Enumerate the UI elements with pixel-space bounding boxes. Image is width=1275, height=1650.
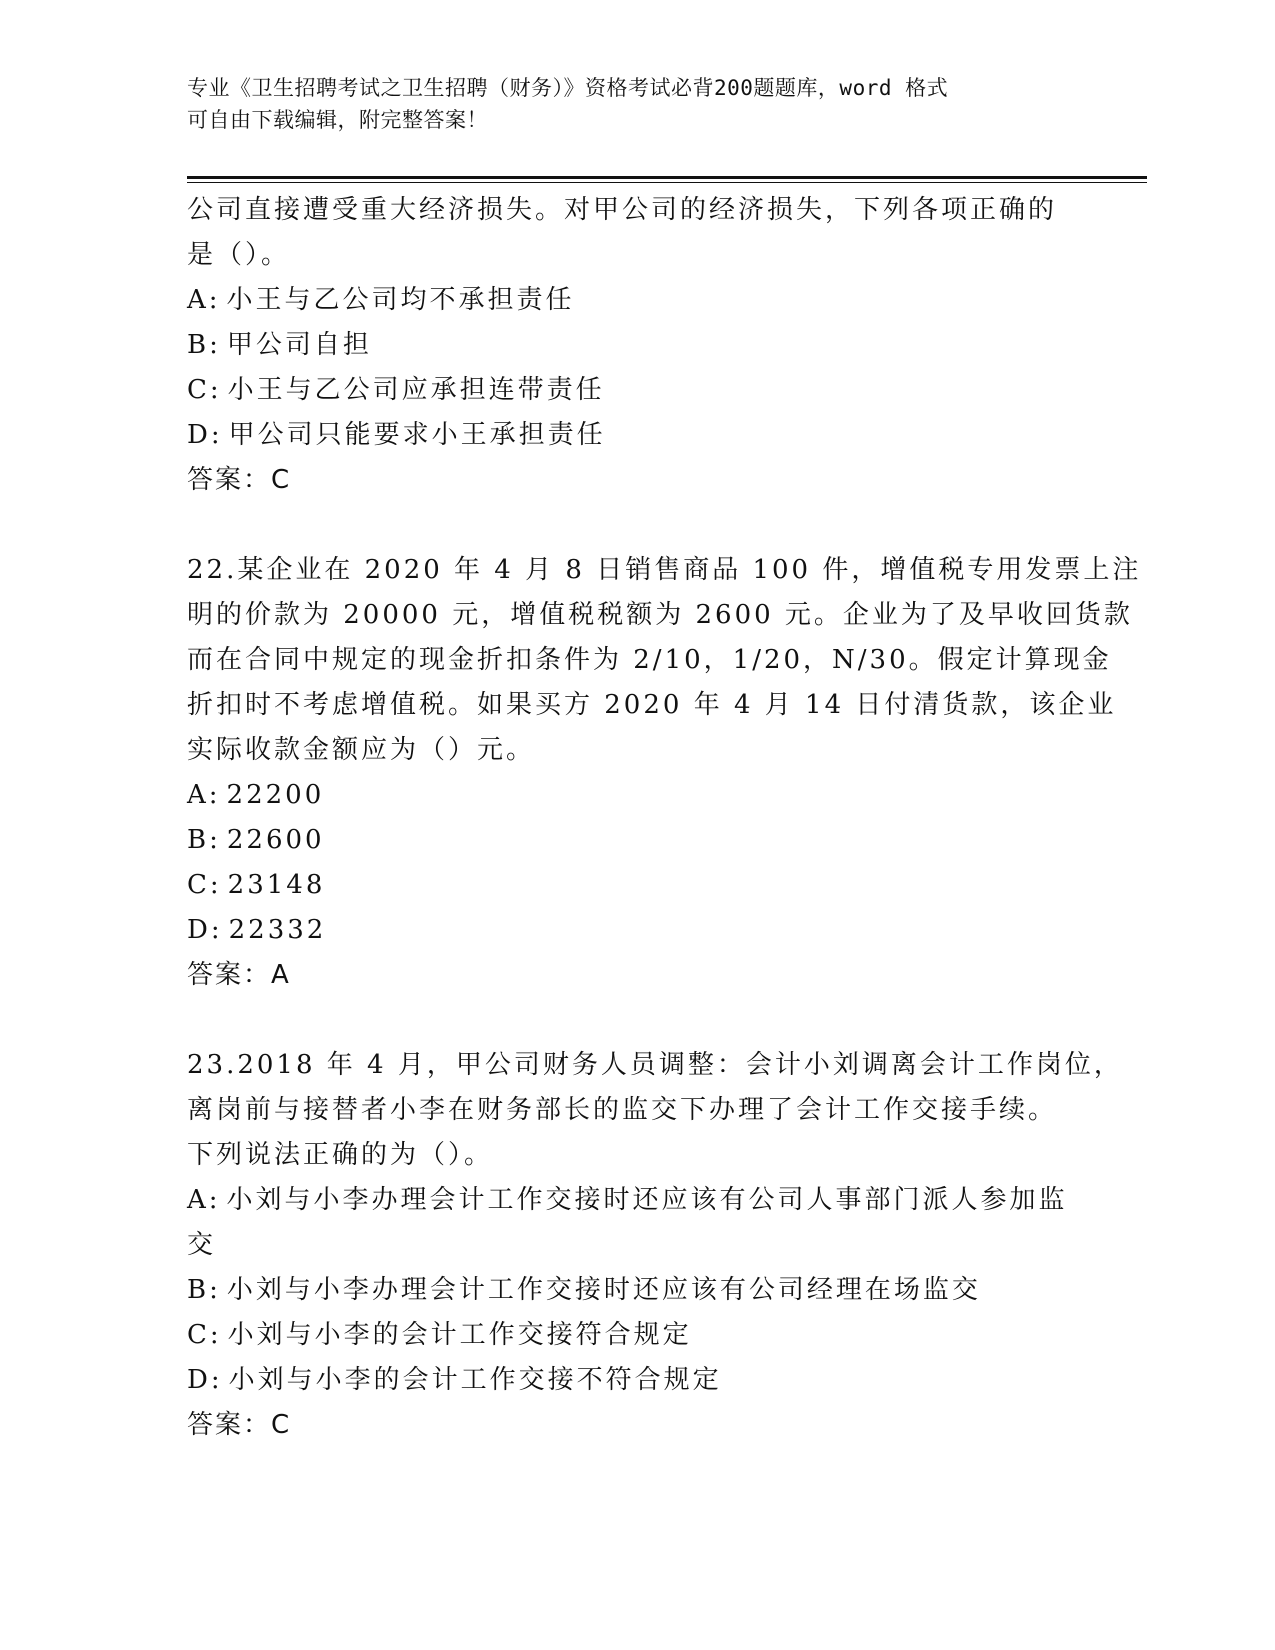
option-a — [187, 278, 1087, 323]
option-text: 小刘与小李的会计工作交接符合规定 — [227, 1320, 692, 1350]
question-23 — [187, 1043, 1123, 1448]
option-c — [187, 1313, 1087, 1358]
option-b — [187, 1268, 1087, 1313]
option-text: 小王与乙公司应承担连带责任 — [227, 375, 605, 405]
option-prefix: B: — [187, 330, 221, 360]
option-text: 22600 — [226, 825, 325, 855]
question-stem-line: 是（）。 — [187, 240, 291, 270]
answer-label: 答案：C — [187, 465, 292, 495]
document-body — [187, 188, 1142, 1448]
option-prefix: A: — [187, 1185, 221, 1215]
option-c — [187, 368, 1087, 413]
question-stem-line: 公司直接遭受重大经济损失。对甲公司的经济损失，下列各项正确的 — [187, 195, 1058, 225]
option-prefix: B: — [187, 1275, 221, 1305]
question-stem-line: 明的价款为 20000 元，增值税税额为 2600 元。企业为了及早收回货款 — [187, 600, 1133, 630]
option-d — [187, 413, 1087, 458]
question-stem-line: 23.2018 年 4 月，甲公司财务人员调整：会计小刘调离会计工作岗位， — [187, 1050, 1123, 1080]
option-d — [187, 1358, 1087, 1403]
option-text: 小刘与小李办理会计工作交接时还应该有公司经理在场监交 — [226, 1275, 981, 1305]
option-prefix: C: — [187, 375, 222, 405]
question-21 — [187, 188, 1087, 503]
option-text: 22332 — [228, 915, 327, 945]
spacer — [187, 998, 1087, 1043]
option-prefix: A: — [187, 780, 221, 810]
header-line-2: 可自由下载编辑，附完整答案！ — [187, 108, 488, 132]
option-c — [187, 863, 1087, 908]
option-b — [187, 818, 1087, 863]
option-prefix: D: — [187, 1365, 223, 1395]
question-stem-line: 离岗前与接替者小李在财务部长的监交下办理了会计工作交接手续。 — [187, 1095, 1058, 1125]
question-stem-line: 实际收款金额应为（）元。 — [187, 735, 536, 765]
option-text: 小王与乙公司均不承担责任 — [226, 285, 575, 315]
option-text: 23148 — [227, 870, 326, 900]
answer-label: 答案：C — [187, 1410, 292, 1440]
option-prefix: C: — [187, 870, 222, 900]
question-stem-line: 22.某企业在 2020 年 4 月 8 日销售商品 100 件，增值税专用发票上注 — [187, 555, 1142, 585]
option-b — [187, 323, 1087, 368]
answer-label: 答案：A — [187, 960, 291, 990]
option-prefix: A: — [187, 285, 221, 315]
spacer — [187, 503, 1087, 548]
option-text: 小刘与小李办理会计工作交接时还应该有公司人事部门派人参加监 — [226, 1185, 1068, 1215]
option-a — [187, 773, 1087, 818]
question-22 — [187, 548, 1142, 998]
header-rule-thin — [187, 182, 1147, 183]
question-stem-line: 折扣时不考虑增值税。如果买方 2020 年 4 月 14 日付清货款，该企业 — [187, 690, 1117, 720]
option-prefix: D: — [187, 420, 223, 450]
document-header — [187, 72, 1067, 136]
question-stem-line: 下列说法正确的为（）。 — [187, 1140, 494, 1170]
option-a-continuation: 交 — [187, 1230, 217, 1260]
option-prefix: B: — [187, 825, 221, 855]
option-prefix: C: — [187, 1320, 222, 1350]
question-stem-line: 而在合同中规定的现金折扣条件为 2/10，1/20，N/30。假定计算现金 — [187, 645, 1112, 675]
option-text: 甲公司只能要求小王承担责任 — [228, 420, 606, 450]
header-rule-thick — [187, 176, 1147, 179]
option-text: 小刘与小李的会计工作交接不符合规定 — [228, 1365, 722, 1395]
header-line-1: 专业《卫生招聘考试之卫生招聘（财务）》资格考试必背200题题库，word 格式 — [187, 76, 949, 100]
option-a — [187, 1178, 1087, 1223]
option-text: 22200 — [226, 780, 325, 810]
option-prefix: D: — [187, 915, 223, 945]
option-text: 甲公司自担 — [226, 330, 372, 360]
option-d — [187, 908, 1087, 953]
